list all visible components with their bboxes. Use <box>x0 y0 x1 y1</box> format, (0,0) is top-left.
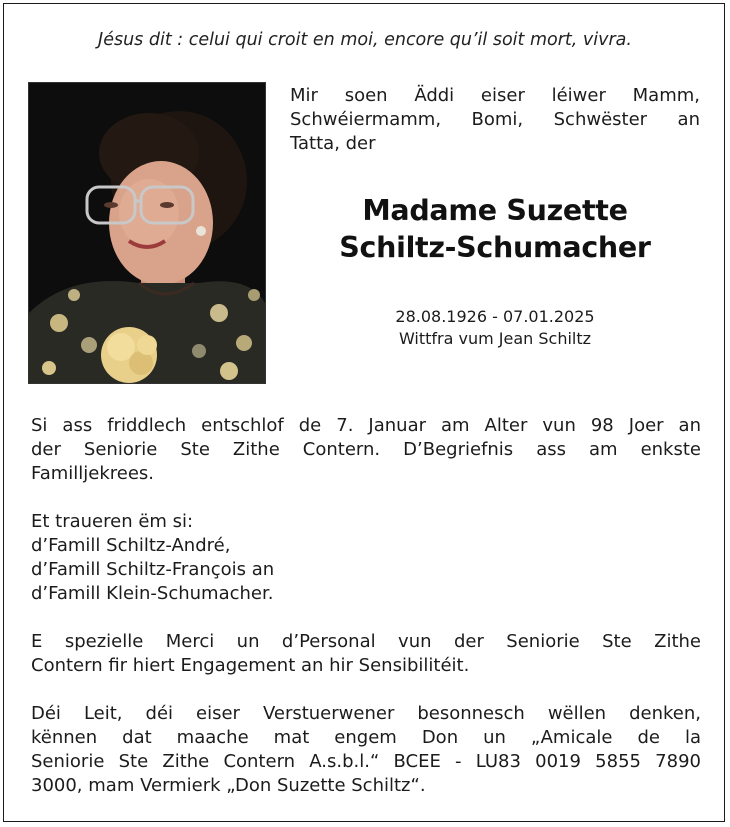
donation-line: Déi Leit, déi eiser Verstuerwener besonnesch wëllen denken, <box>31 703 701 724</box>
portrait-photo <box>28 82 266 384</box>
date-range: 28.08.1926 - 07.01.2025 <box>395 307 595 326</box>
name-line-1: Madame Suzette <box>362 194 628 227</box>
mourners-line: d’Famill Schiltz-André, <box>31 535 231 556</box>
thanks-line: E spezielle Merci un d’Personal vun der Seniorie Ste Zithe <box>31 631 701 652</box>
name-line-2: Schiltz-Schumacher <box>339 231 651 264</box>
intro-line: Schwéiermamm, Bomi, Schwëster an <box>290 109 700 130</box>
donation-line: 3000, mam Vermierk „Don Suzette Schiltz“. <box>31 775 426 796</box>
intro-line: Tatta, der <box>290 133 376 154</box>
thanks-paragraph <box>31 630 701 678</box>
bible-quote: Jésus dit : celui qui croit en moi, encore qu’il soit mort, vivra. <box>98 30 632 50</box>
mourners-line: d’Famill Klein-Schumacher. <box>31 583 274 604</box>
thanks-line: Contern fir hiert Engagement an hir Sensibilitéit. <box>31 655 470 676</box>
death-announcement-paragraph <box>31 414 701 486</box>
mourners-list <box>31 510 701 606</box>
donation-line: kënnen dat maache mat engem Don un „Amicale de la <box>31 727 701 748</box>
intro-text <box>290 84 700 156</box>
paragraph-line: Si ass friddlech entschlof de 7. Januar am Alter vun 98 Joer an <box>31 415 701 436</box>
life-dates <box>300 306 690 350</box>
widow-note: Wittfra vum Jean Schiltz <box>398 329 592 348</box>
intro-line: Mir soen Äddi eiser léiwer Mamm, <box>290 85 700 106</box>
mourners-line: d’Famill Schiltz-François an <box>31 559 275 580</box>
donation-line: Seniorie Ste Zithe Contern A.s.b.l.“ BCEE - LU83 0019 5855 7890 <box>31 751 701 772</box>
portrait-illustration <box>29 83 265 383</box>
donation-paragraph <box>31 702 701 798</box>
paragraph-line: Familljekrees. <box>31 463 155 484</box>
mourners-line: Et traueren ëm si: <box>31 511 194 532</box>
paragraph-line: der Seniorie Ste Zithe Contern. D’Begriefnis ass am enkste <box>31 439 701 460</box>
deceased-name <box>280 192 710 266</box>
